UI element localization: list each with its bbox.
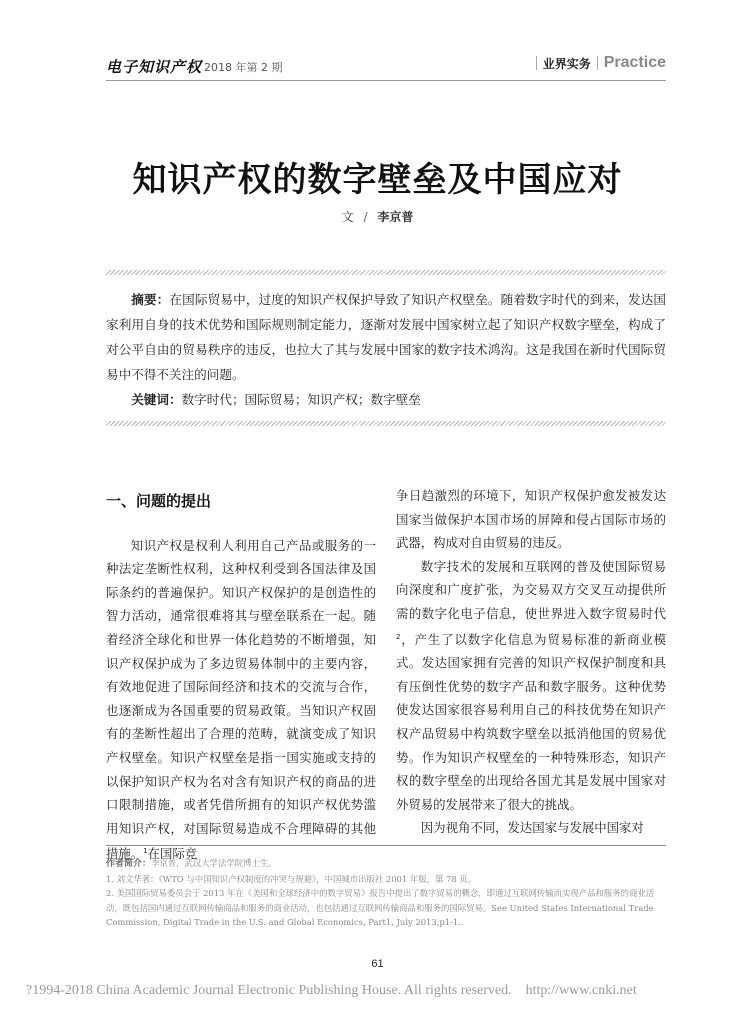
byline-separator: / <box>363 210 368 224</box>
body-column-left <box>106 490 376 866</box>
paragraph-text: ，产生了以数字化信息为贸易标准的新商业模式。发达国家拥有完善的知识产权保护制度和具有压倒性优势的数字产品和数字服务。这种优势使发达国家很容易利用自己的科技优势在知识产权产品贸易中构筑数字壁垒以抵消他国的贸易优势。作为知识产权壁垒的一种特殊形态，知识产权的数字壁垒的出现给各国尤其是发展中国家对外贸易的发展带来了很大的挑战。 <box>396 631 666 812</box>
footnote-rule <box>106 845 666 846</box>
footnotes <box>106 856 666 930</box>
author-bio-label: 作者简介： <box>106 859 152 869</box>
author-bio <box>106 856 666 872</box>
section-name-cn: 业界实务 <box>542 56 591 71</box>
section-heading: 一、问题的提出 <box>106 492 212 510</box>
keywords-label: 关键词： <box>131 392 182 407</box>
body-paragraph: 争日趋激烈的环境下，知识产权保护愈发被发达国家当做保护本国市场的屏障和侵占国际市场的武器，构成对自由贸易的违反。 <box>396 488 666 551</box>
page-number: 61 <box>371 958 384 970</box>
body-paragraph <box>396 555 666 817</box>
byline-prefix: 文 <box>341 210 354 224</box>
author-bio-text: 李京普，武汉大学法学院博士生。 <box>151 858 277 868</box>
hatched-divider-top <box>106 270 666 275</box>
footnote-ref[interactable]: 2 <box>396 632 401 641</box>
keywords-text: 数字时代；国际贸易；知识产权；数字壁垒 <box>181 392 421 407</box>
body-column-right <box>396 484 666 840</box>
hatched-divider-bottom <box>106 421 666 426</box>
author-name: 李京普 <box>377 210 414 224</box>
abstract-block <box>106 287 666 412</box>
keywords <box>106 387 666 412</box>
body-paragraph: 因为视角不同，发达国家与发展中国家对 <box>420 820 644 836</box>
copyright-line <box>26 983 746 999</box>
abstract-label: 摘要： <box>131 292 170 307</box>
paragraph-text: 数字技术的发展和互联网的普及使国际贸易向深度和广度扩张，为交易双方交叉互动提供所需的数字化电子信息，使世界进入数字贸易时代 <box>396 558 666 621</box>
abstract-text: 在国际贸易中，过度的知识产权保护导致了知识产权壁垒。随着数字时代的到来，发达国家利用自身的技术优势和国际规则制定能力，逐渐对发展中国家树立起了知识产权数字壁垒，构成了对公平自由的贸易秩序的违反，也拉大了其与发展中国家的数字技术鸿沟。这是我国在新时代国际贸易中不得不关注的问题。 <box>106 292 667 382</box>
section-tag <box>530 54 666 72</box>
footnote-1: 1. 刘文华著：《WTO 与中国知识产权制度的冲突与规避》，中国城市出版社 2001 年版，第 78 页。 <box>106 873 477 884</box>
running-header <box>106 54 666 81</box>
divider <box>536 56 537 70</box>
journal-logo: 电子知识产权 <box>106 58 203 76</box>
byline <box>0 208 755 225</box>
cnki-link[interactable]: http://www.cnki.net <box>525 983 637 998</box>
footnote-ref[interactable]: 1 <box>143 847 148 856</box>
divider <box>597 56 598 70</box>
section-name-en: Practice <box>603 54 666 71</box>
paragraph-text: 知识产权是权利人利用自己产品或服务的一种法定垄断性权利，这种权利受到各国法律及国际条约的普遍保护。知识产权保护的是创造性的智力活动，通常很难将其与壁垒联系在一起。随着经济全球化和世界一体化趋势的不断增强，知识产权保护成为了多边贸易体制中的主要内容，有效地促进了国际间经济和技术的交流与合作，也逐渐成为各国重要的贸易政策。当知识产权固有的垄断性超出了合理的范畴，就演变成了知识产权壁垒。知识产权壁垒是指一国实施或支持的以保护知识产权为名对含有知识产权的商品的进口限制措施，或者凭借所拥有的知识产权优势滥用知识产权，对国际贸易造成不合理障碍的其他措施。 <box>106 537 376 862</box>
footnote-2: 2. 美国国际贸易委员会于 2013 年在《美国和全球经济中的数字贸易》报告中提出了数字贸易的概念，即通过互联网传输而实现产品和服务的商业活动，既包括国内通过互联网传输商品和服务的商业活动，也包括通过互联网传输商品和服务的国际贸易。See United States International Trade Commission, Digital Trade in the U.S. and Global Economics, Part1, July 2013,p1-1.. <box>106 888 655 927</box>
body-paragraph <box>106 534 376 866</box>
article-title: 知识产权的数字壁垒及中国应对 <box>132 160 623 200</box>
abstract <box>106 287 666 387</box>
copyright-text: ?1994-2018 China Academic Journal Electronic Publishing House. All rights reserved. <box>26 983 512 998</box>
issue-label: 2018 年第 2 期 <box>204 61 283 74</box>
paragraph-text: 在国际竞 <box>147 846 198 862</box>
